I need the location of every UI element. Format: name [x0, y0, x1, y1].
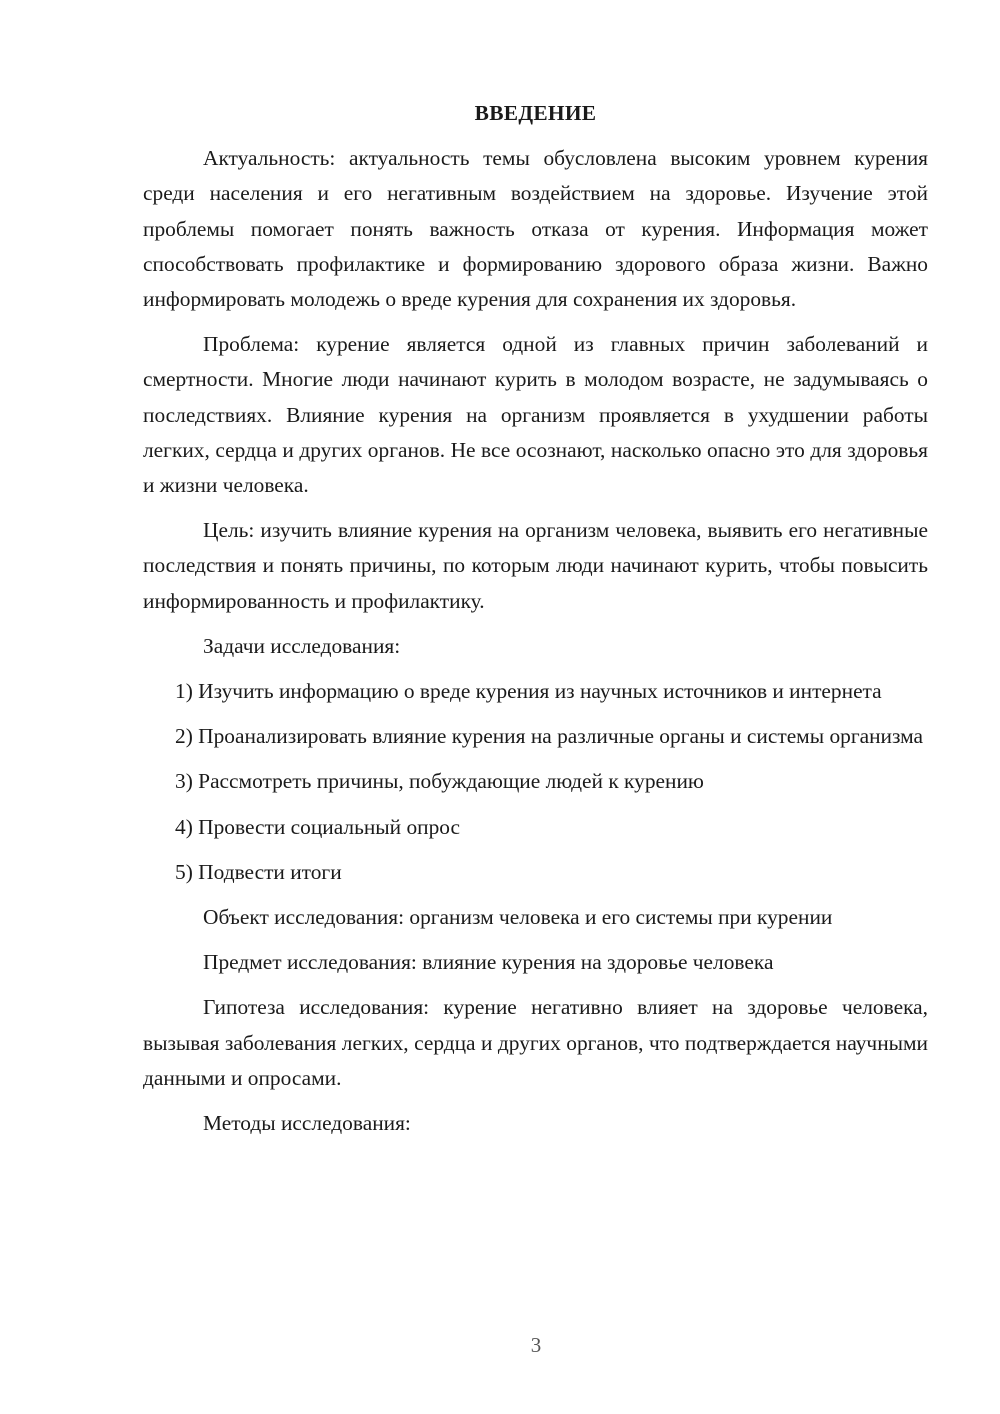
- document-page: [143, 96, 928, 1151]
- paragraph-methods: Методы исследования:: [203, 1111, 411, 1136]
- task-item-3: 3) Рассмотреть причины, побуждающие людей к курению: [175, 769, 704, 794]
- paragraph-goal: Цель: изучить влияние курения на организм человека, выявить его негативные последствия и понять причины, по которым люди начинают курить, чтобы повысить информированность и профилактику.: [143, 518, 928, 613]
- paragraph-object: Объект исследования: организм человека и его системы при курении: [203, 905, 833, 930]
- paragraph-tasks-heading: Задачи исследования:: [203, 633, 401, 658]
- task-item-4: 4) Провести социальный опрос: [175, 814, 461, 839]
- task-item-5: 5) Подвести итоги: [175, 859, 342, 884]
- page-number: 3: [530, 1333, 542, 1357]
- paragraph-relevance: Актуальность: актуальность темы обусловлена высоким уровнем курения среди населения и его негативным воздействием на здоровье. Изучение этой проблемы помогает понять важность отказа от курения. Информация может способствовать профилактике и формированию здорового образа жизни. Важно информировать молодежь о вреде курения для сохранения их здоровья.: [143, 146, 928, 312]
- task-item-1: 1) Изучить информацию о вреде курения из научных источников и интернета: [175, 679, 882, 704]
- section-title: ВВЕДЕНИЕ: [474, 101, 597, 125]
- paragraph-subject: Предмет исследования: влияние курения на здоровье человека: [203, 950, 774, 975]
- task-item-2: 2) Проанализировать влияние курения на различные органы и системы организма: [175, 724, 924, 749]
- paragraph-hypothesis: Гипотеза исследования: курение негативно влияет на здоровье человека, вызывая заболевания легких, сердца и других органов, что подтверждается научными данными и опросами.: [143, 995, 928, 1090]
- paragraph-problem: Проблема: курение является одной из главных причин заболеваний и смертности. Многие люди начинают курить в молодом возрасте, не задумываясь о последствиях. Влияние курения на организм проявляется в ухудшении работы легких, сердца и других органов. Не все осознают, насколько опасно это для здоровья и жизни человека.: [143, 332, 928, 498]
